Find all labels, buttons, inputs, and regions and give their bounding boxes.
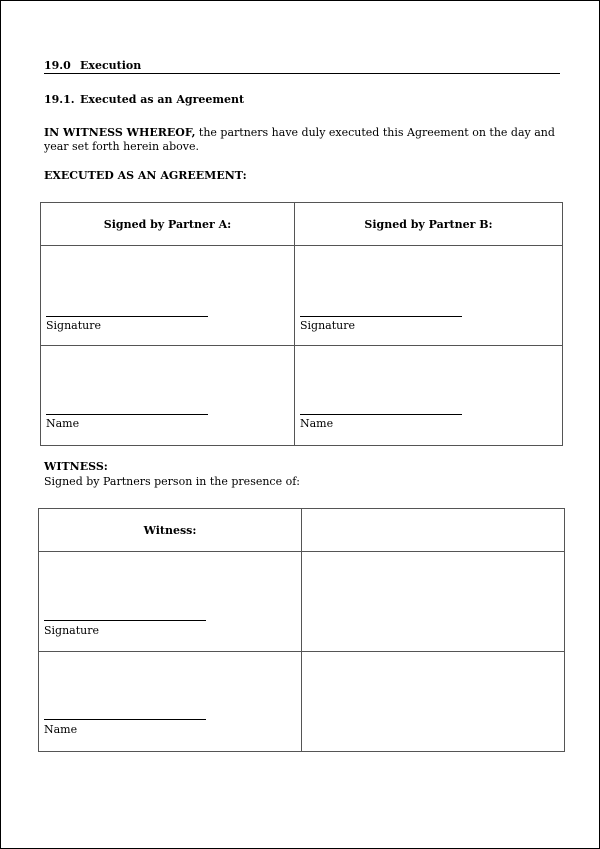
section-heading <box>44 59 560 74</box>
section-title: Execution <box>80 59 142 72</box>
partner-b-name-cell[interactable] <box>295 346 563 446</box>
signature-caption: Signature <box>44 624 100 637</box>
witness-name-cell[interactable] <box>39 652 302 752</box>
witness-empty-cell <box>302 652 565 752</box>
name-caption: Name <box>300 417 334 430</box>
partner-b-header: Signed by Partner B: <box>295 203 563 246</box>
name-line <box>46 414 208 415</box>
executed-label: EXECUTED AS AN AGREEMENT: <box>44 169 247 182</box>
witness-whereof-text: the partners have duly executed this Agreement on the day and year set forth herein above. <box>44 126 555 153</box>
witness-signature-cell[interactable] <box>39 552 302 652</box>
witness-empty-cell <box>302 552 565 652</box>
signature-line <box>44 620 206 621</box>
witness-header: Witness: <box>39 509 302 552</box>
signature-caption: Signature <box>300 319 356 332</box>
partner-b-signature-cell[interactable] <box>295 246 563 346</box>
partner-a-signature-cell[interactable] <box>41 246 295 346</box>
witness-whereof-lead: IN WITNESS WHEREOF, <box>44 126 196 139</box>
witness-label: WITNESS: <box>44 460 108 473</box>
name-line <box>300 414 462 415</box>
name-caption: Name <box>44 723 78 736</box>
subsection-heading <box>44 93 244 106</box>
name-line <box>44 719 206 720</box>
signature-line <box>300 316 462 317</box>
witness-subtext: Signed by Partners person in the presence of: <box>44 475 301 488</box>
partners-signature-table <box>40 202 563 446</box>
section-number: 19.0 <box>44 59 71 72</box>
name-caption: Name <box>46 417 80 430</box>
partner-a-header: Signed by Partner A: <box>41 203 295 246</box>
signature-line <box>46 316 208 317</box>
witness-whereof-paragraph <box>44 126 564 154</box>
signature-caption: Signature <box>46 319 102 332</box>
subsection-title: Executed as an Agreement <box>80 93 245 106</box>
subsection-number: 19.1. <box>44 93 75 106</box>
witness-header-empty <box>302 509 565 552</box>
witness-signature-table <box>38 508 565 752</box>
partner-a-name-cell[interactable] <box>41 346 295 446</box>
